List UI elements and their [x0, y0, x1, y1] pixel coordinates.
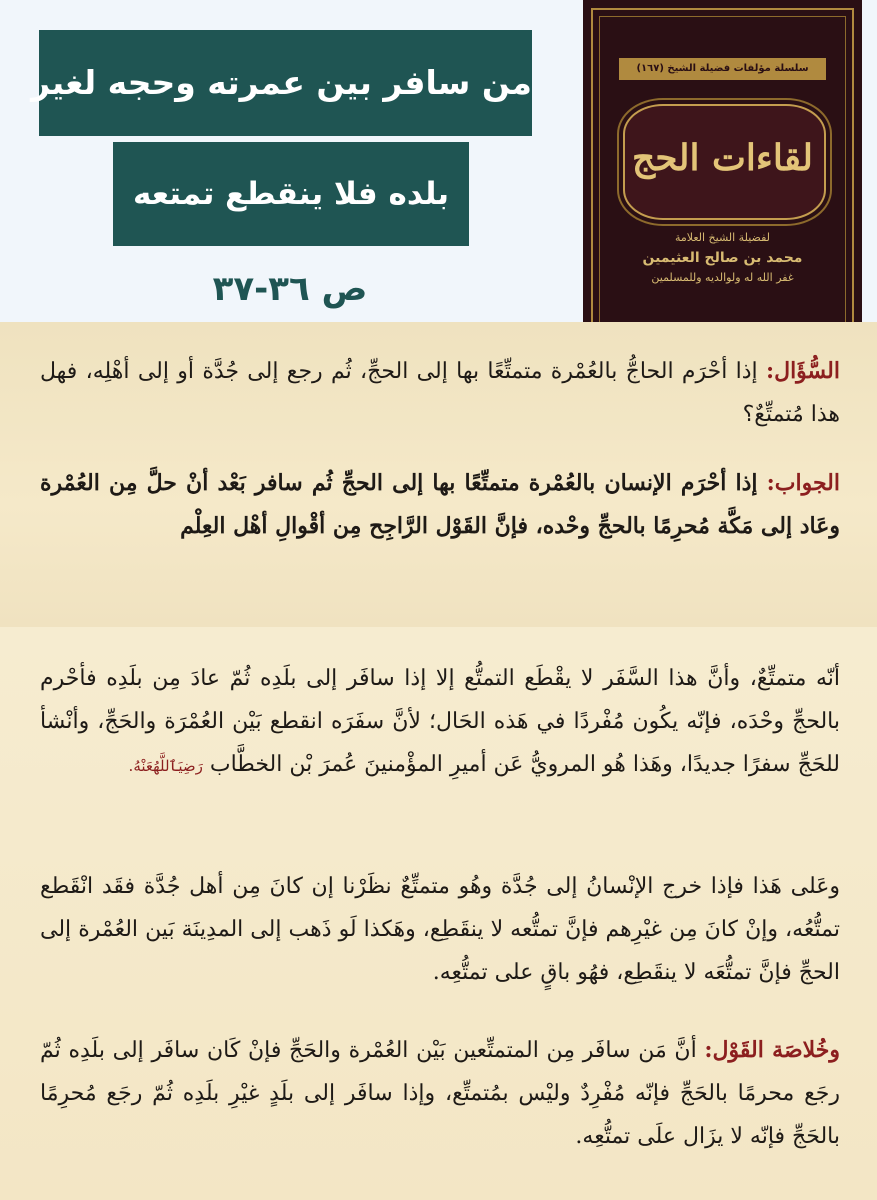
jeddah-paragraph: وعَلى هَذا فإذا خرج الإنْسانُ إلى جُدَّة وهُو متمتِّعٌ نظَرْنا إن كانَ مِن أهل جُدَّة فقَد انْقَطع تمتُّعُه، وإنْ كانَ مِن غيْرِهم فإنَّ تمتُّعه لا ينقَطِع، وهَكذا لَو ذَهب إلى المدِينَة بَين العُمْرة إلى الحجِّ فإنَّ تمتُّعَه لا ينقَطِع، فهُو باقٍ على تمتُّعِه. — [40, 874, 840, 985]
continuation-text: أنّه متمتِّعٌ، وأنَّ هذا السَّفَر لا يقْطَع التمتُّع إلا إذا سافَر إلى بلَدِه ثُمّ عادَ مِن بلَدِه فأحْرم بالحجِّ وحْدَه، فإنّه يكُون مُفْردًا في هَذه الحَال؛ لأنَّ سفَرَه انقطع بَيْن العُمْرَة والحَجِّ، وأنْشأ للحَجِّ سفرًا جديدًا، وهَذا هُو المرويُّ عَن أميرِ المؤْمنينَ عُمرَ بْن الخطَّاب — [40, 666, 840, 777]
header-area — [0, 0, 877, 322]
book-title: لقاءات الحج — [632, 137, 813, 179]
honorific-calligraphy: رَضِيَٱللَّهُعَنْهُ. — [128, 757, 203, 775]
continuation-paragraph — [40, 657, 840, 788]
author-prefix: لفضيلة الشيخ العلامة — [674, 231, 770, 244]
author-name: محمد بن صالح العثيمين — [642, 250, 803, 266]
banner-line-2: بلده فلا ينقطع تمتعه — [113, 142, 469, 246]
question-paragraph — [40, 350, 840, 436]
summary-text: أنَّ مَن سافَر مِن المتمتِّعين بَيْن العُمْرة والحَجِّ فإنْ كَان سافَر إلى بلَدِه ثُمّ رجَع محرمًا بالحَجِّ فإنّه مُفْرِدٌ وليْس بمُتمتِّع، وإذا سافَر إلى بلَدٍ غيْرِ بلَدِه ثُمّ رجَع مُحرِمًا بالحَجِّ فإنّه لا يزَال علَى تمتُّعِه. — [40, 1038, 840, 1149]
banner-line-1: من سافر بين عمرته وحجه لغير — [39, 30, 532, 136]
answer-paragraph — [40, 462, 840, 548]
book-author-block — [613, 228, 832, 288]
answer-label: الجواب: — [766, 470, 840, 496]
question-label: السُّؤَال: — [765, 358, 840, 384]
book-page-excerpt-2 — [0, 627, 877, 1200]
page-reference: ص ٣٦-٣٧ — [212, 269, 368, 309]
summary-label: وخُلاصَة القَوْل: — [704, 1037, 841, 1063]
question-text: إذا أحْرَم الحاجُّ بالعُمْرة متمتِّعًا بها إلى الحجِّ، ثُم رجع إلى جُدَّة أو إلى أهْلِه، فهل هذا مُتمتِّعٌ؟ — [40, 359, 840, 427]
book-cover-image — [583, 0, 862, 322]
summary-paragraph — [40, 1029, 840, 1158]
book-page-excerpt-1 — [0, 322, 877, 627]
answer-text: إذا أحْرَم الإنسان بالعُمْرة متمتِّعًا بها إلى الحجِّ ثُم سافر بَعْد أنْ حلَّ مِن العُمْرة وعَاد إلى مَكَّة مُحرِمًا بالحجِّ وحْده، فإنَّ القَوْل الرَّاجِح مِن أقْوالِ أهْل العِلْم — [40, 470, 840, 539]
book-series-label: سلسلة مؤلفات فضيلة الشيخ (١٦٧) — [619, 58, 826, 80]
author-suffix: غفر الله له ولوالديه وللمسلمين — [651, 271, 794, 284]
